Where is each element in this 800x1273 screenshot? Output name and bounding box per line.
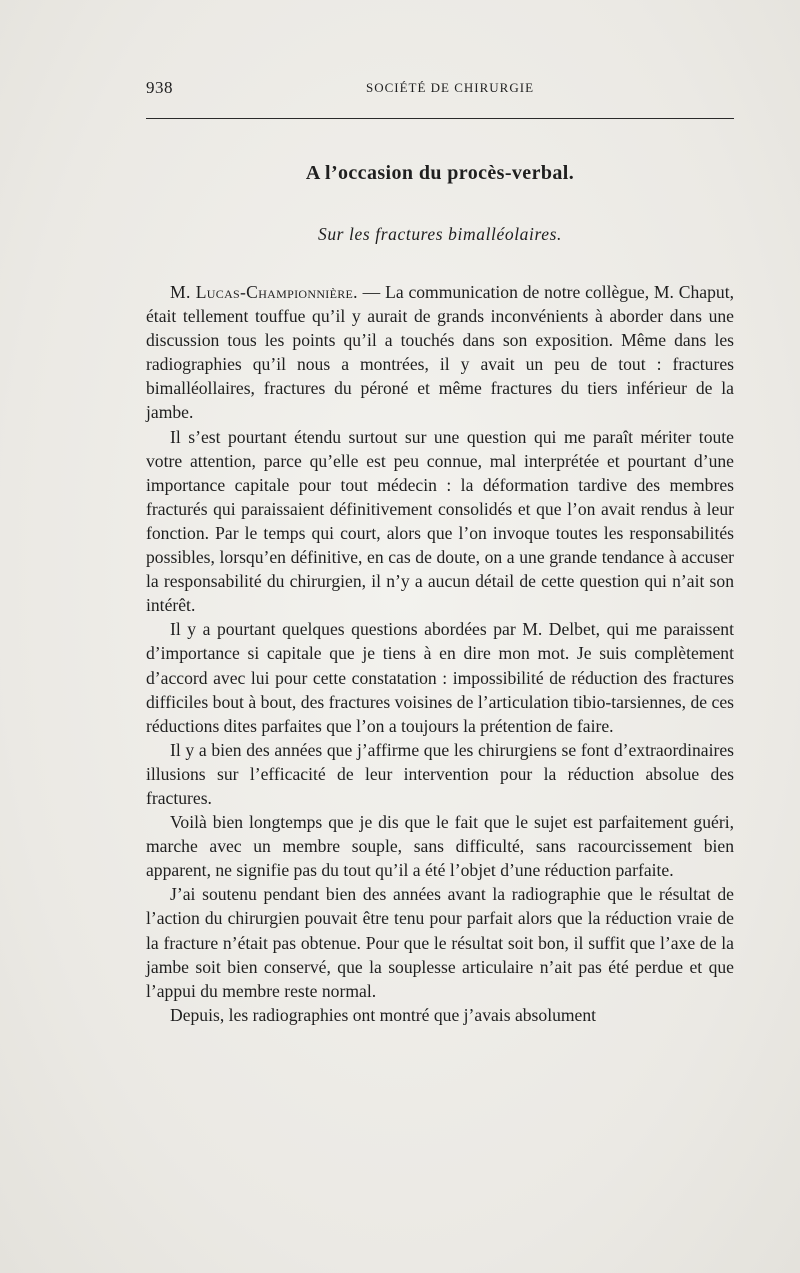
page-number: 938 <box>146 78 173 97</box>
body-text <box>146 280 734 1027</box>
subtitle: Sur les fractures bimalléolaires. <box>317 224 563 244</box>
paragraph: Il y a bien des années que j’affirme que les chirurgiens se font d’extraordinaires illusions sur l’efficacité de leur intervention pour la réduction absolue des fractures. <box>146 739 734 808</box>
paragraph: Depuis, les radiographies ont montré que j’avais absolument <box>170 1004 597 1025</box>
paragraph <box>146 280 734 425</box>
header-rule <box>146 118 734 119</box>
paragraph-text: — La communication de notre collègue, M. Chaput, était tellement touffue qu’il y aurait de grands inconvénients à aborder dans une discussion tous les points qu’il a touchés dans son exposition. Même dans les radiographies qu’il nous a montrées, il y avait un peu de tout : fractures bimalléollaires, fractures du péroné et même fractures du tiers inférieur de la jambe. <box>146 282 734 423</box>
paragraph: Il y a pourtant quelques questions abordées par M. Delbet, qui me paraissent d’importance si capitale que je tiens à en dire mon mot. Je suis complètement d’accord avec lui pour cette constatation : impossibilité de réduction des fractures difficiles bout à bout, des fractures voisines de l’articulation tibio-tarsiennes, de ces réductions dites parfaites que l’on a toujours la prétention de faire. <box>146 619 734 736</box>
section-title: A l’occasion du procès-verbal. <box>305 162 575 184</box>
paragraph: J’ai soutenu pendant bien des années avant la radiographie que le résultat de l’action du chirurgien pouvait être tenu pour parfait alors que la réduction vraie de la fracture n’était pas obtenue. Pour que le résultat soit bon, il suffit que l’axe de la jambe soit bien conservé, que la souplesse articulaire n’ait pas été perdue et que l’appui du membre reste normal. <box>146 884 734 1001</box>
journal-title: SOCIÉTÉ DE CHIRURGIE <box>365 80 535 95</box>
running-head <box>146 78 734 100</box>
speaker-name: M. Lucas-Championnière. <box>170 282 358 302</box>
paragraph: Il s’est pourtant étendu surtout sur une question qui me paraît mériter toute votre attention, parce qu’elle est peu connue, mal interprétée et pourtant d’une importance capitale pour tout médecin : la déformation tardive des membres fracturés qui paraissaient définitivement consolidés et que l’on avait rendus à leur fonction. Par le temps qui court, alors que l’on invoque toutes les responsabilités possibles, lorsqu’en définitive, en cas de doute, on a une grande tendance à accuser la responsabilité du chirurgien, il n’y a aucun détail de cette question qui n’ait son intérêt. <box>146 426 734 616</box>
paragraph: Voilà bien longtemps que je dis que le fait que le sujet est parfaitement guéri, marche avec un membre souple, sans difficulté, sans racourcissement bien apparent, ne signifie pas du tout qu’il a été l’objet d’une réduction parfaite. <box>146 812 734 881</box>
